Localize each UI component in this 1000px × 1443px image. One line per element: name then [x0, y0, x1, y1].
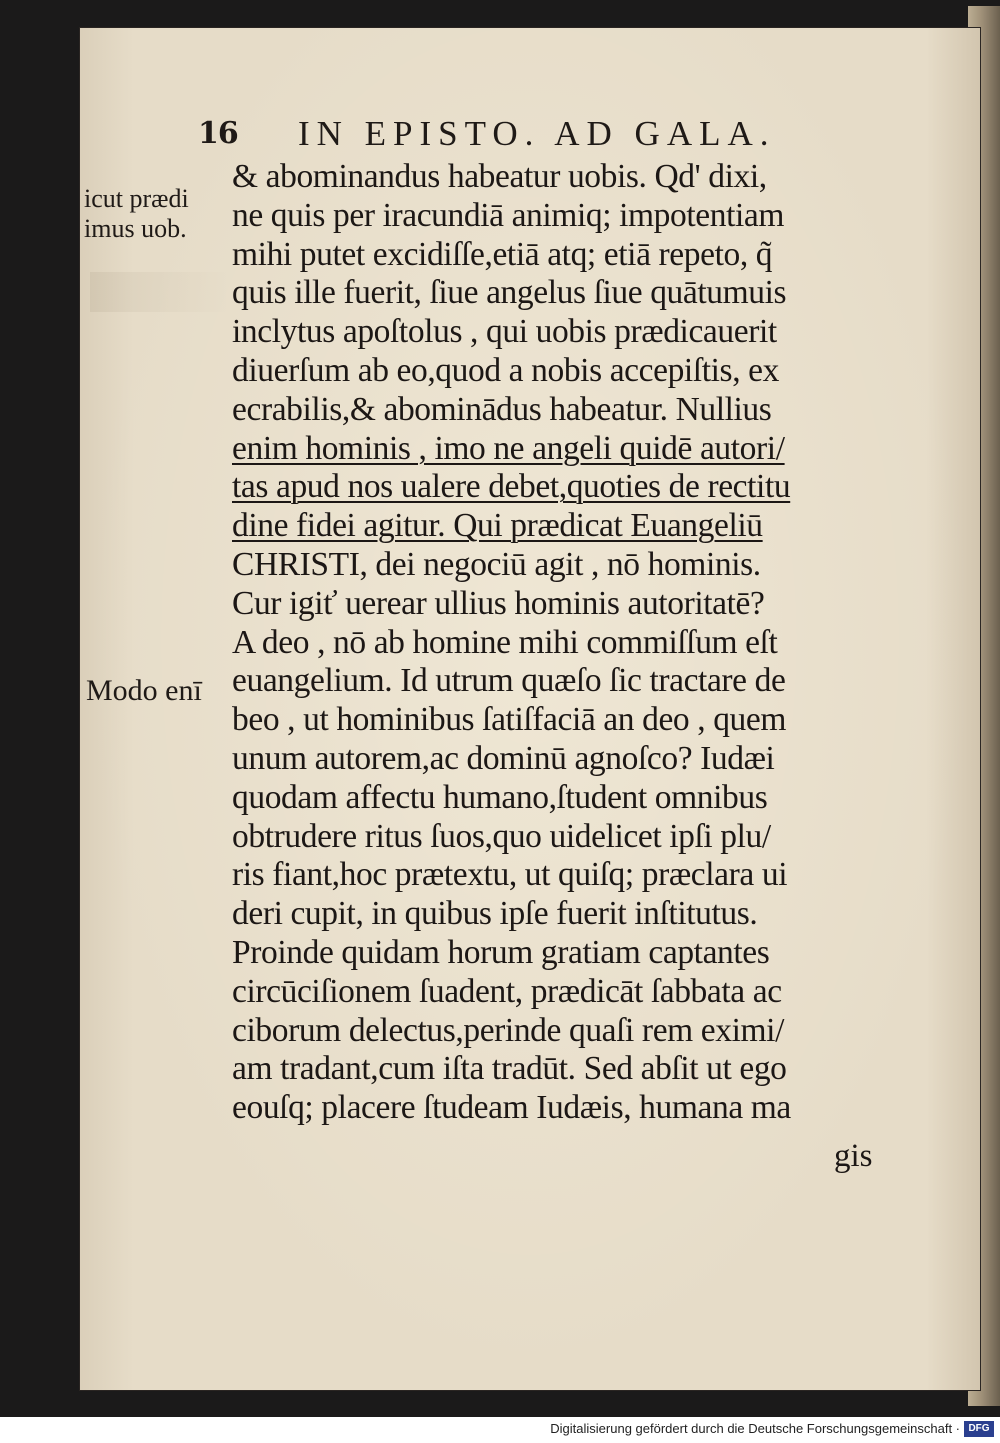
- catchword: gis: [834, 1138, 873, 1174]
- running-head: IN EPISTO. AD GALA.: [298, 114, 776, 153]
- margin-note-modo-enim: Modo enī: [86, 674, 202, 707]
- text-line: ecrabilis,& abominādus habeatur. Nullius: [232, 390, 772, 428]
- digitization-footer: [0, 1417, 1000, 1443]
- text-line-underlined: enim hominis , imo ne angeli quidē autori/: [232, 429, 785, 467]
- text-line: Proinde quidam horum gratiam captantes: [232, 933, 770, 971]
- margin-note-line: imus uob.: [84, 214, 187, 243]
- page-header: [198, 110, 838, 156]
- text-line: am tradant,cum iſta tradūt. Sed abſit ut ego: [232, 1050, 787, 1088]
- text-line: unum autorem,ac dominū agnoſco? Iudæi: [232, 739, 775, 777]
- footer-credit-text: Digitalisierung gefördert durch die Deutsche Forschungsgemeinschaft ·: [550, 1421, 960, 1436]
- margin-note-line: icut prædi: [84, 184, 189, 213]
- text-line: euangelium. Id utrum quæſo ſic tractare de: [232, 662, 786, 700]
- text-line: eouſq; placere ſtudeam Iudæis, humana ma: [232, 1089, 791, 1127]
- dfg-logo: DFG: [964, 1421, 994, 1437]
- margin-note-sicut-praediximus: [84, 184, 224, 244]
- text-line: ciborum delectus,perinde quaſi rem eximi/: [232, 1011, 784, 1049]
- text-line: & abominandus habeatur uobis. Qd' dixi,: [232, 158, 767, 195]
- text-line: A deo , nō ab homine mihi commiſſum eſt: [232, 623, 778, 661]
- text-line: quodam affectu humano,ſtudent omnibus: [232, 778, 768, 816]
- text-line-underlined: tas apud nos ualere debet,quoties de rectitu: [232, 468, 791, 506]
- text-line: diuerſum ab eo,quod a nobis accepiſtis, ex: [232, 351, 779, 389]
- text-line: Cur igiť uerear ullius hominis autoritatē?: [232, 584, 765, 622]
- text-line: ne quis per iracundiā animiq; impotentiam: [232, 196, 785, 234]
- text-line: obtrudere ritus ſuos,quo uidelicet ipſi plu/: [232, 817, 771, 855]
- text-line: CHRISTI, dei negociū agit , nō hominis.: [232, 545, 761, 583]
- text-line: deri cupit, in quibus ipſe fuerit inſtitutus.: [232, 895, 758, 933]
- text-line: inclytus apoſtolus , qui uobis prædicauerit: [232, 313, 777, 351]
- text-line: beo , ut hominibus ſatiſfaciā an deo , quem: [232, 701, 787, 739]
- text-line: circūciſionem ſuadent, prædicāt ſabbata ac: [232, 972, 782, 1010]
- text-line: mihi putet excidiſſe,etiā atq; etiā repeto, q̃: [232, 235, 773, 273]
- text-line-underlined: dine fidei agitur. Qui prædicat Euangeliū: [232, 507, 763, 545]
- main-text-block: [232, 158, 892, 1128]
- text-line: ris fiant,hoc prætextu, ut quiſq; præclara ui: [232, 856, 788, 894]
- page-number: 16: [198, 116, 238, 151]
- bleed-through-smudge: [90, 272, 230, 312]
- text-line: quis ille fuerit, ſiue angelus ſiue quātumuis: [232, 274, 787, 312]
